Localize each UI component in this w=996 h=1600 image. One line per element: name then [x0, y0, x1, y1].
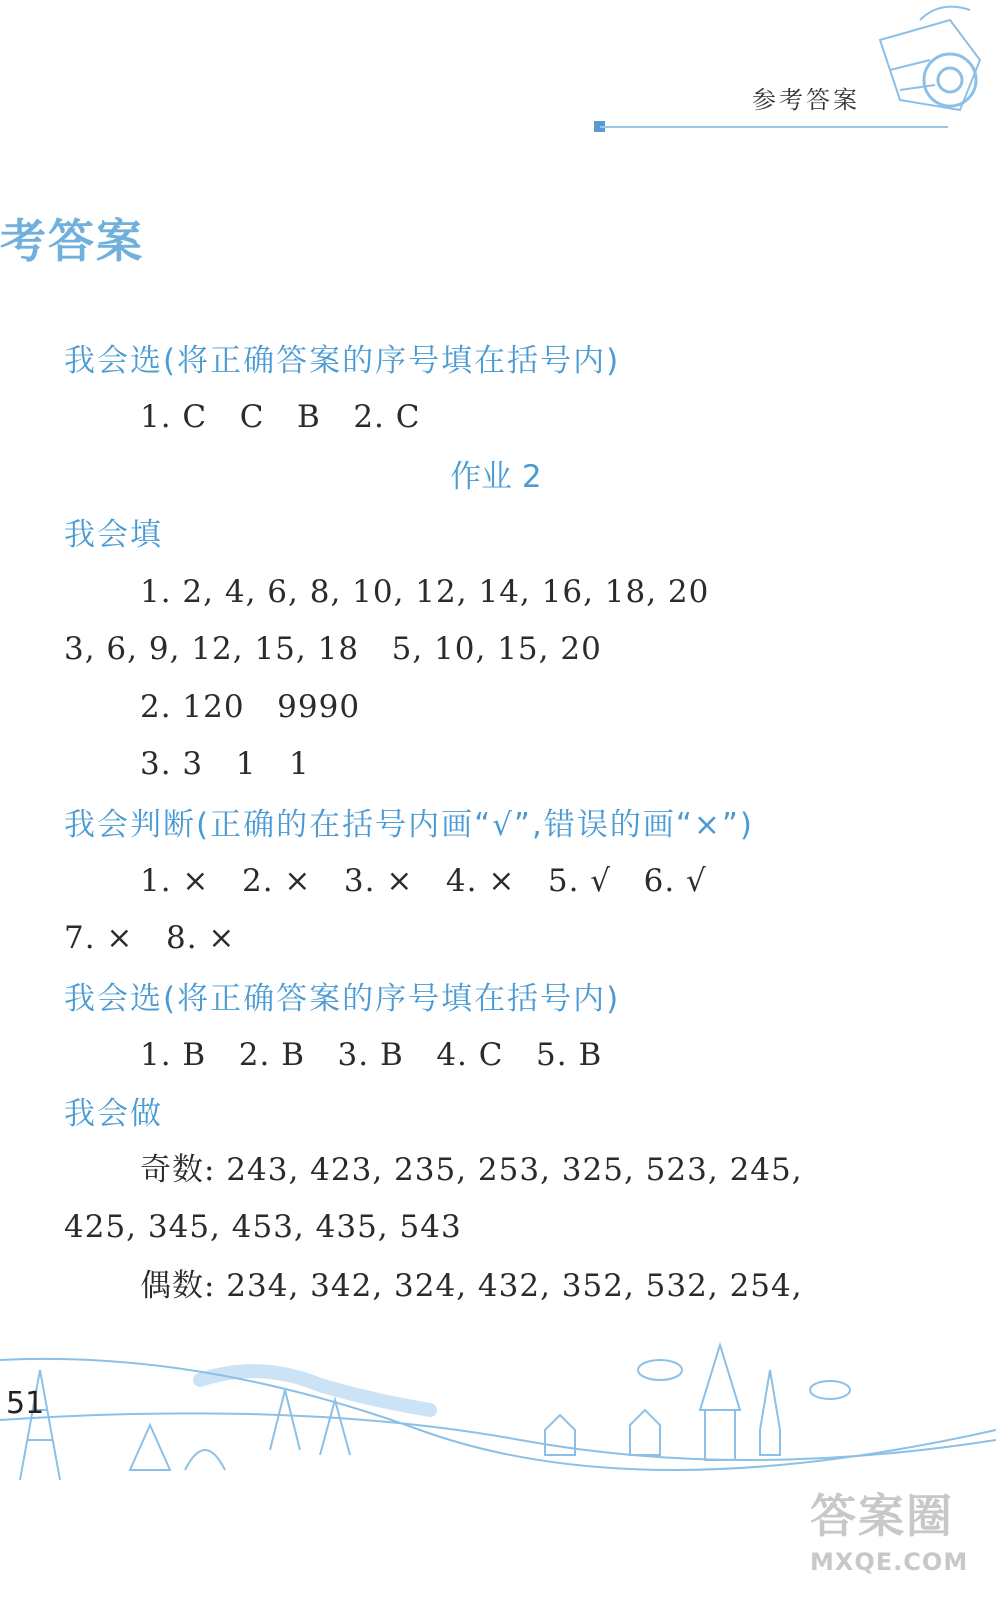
section-heading: 我会填: [64, 517, 163, 553]
answer-line: 7. × 8. ×: [64, 920, 236, 956]
section-heading: 我会判断(正确的在括号内画“√”,错误的画“×”): [64, 807, 755, 843]
answer-line: 1. B 2. B 3. B 4. C 5. B: [140, 1037, 603, 1073]
header-rule: [600, 126, 948, 128]
homework-heading: 作业 2: [450, 459, 542, 495]
answer-line: 1. 2, 4, 6, 8, 10, 12, 14, 16, 18, 20: [140, 574, 710, 610]
header-label: 参考答案: [752, 86, 860, 114]
page-number: 51: [6, 1386, 45, 1421]
answer-line: 奇数: 243, 423, 235, 253, 325, 523, 245,: [140, 1152, 803, 1188]
answer-line: 1. C C B 2. C: [140, 399, 421, 435]
watermark-url: MXQE.COM: [810, 1548, 969, 1576]
landscape-illustration: [0, 1330, 996, 1490]
section-heading: 我会做: [64, 1096, 163, 1132]
answer-line: 3. 3 1 1: [140, 746, 310, 782]
answer-line: 425, 345, 453, 435, 543: [64, 1209, 462, 1245]
answer-line: 3, 6, 9, 12, 15, 18 5, 10, 15, 20: [64, 631, 602, 667]
answer-line: 2. 120 9990: [140, 689, 361, 725]
watermark-logo: 答案圈: [810, 1489, 954, 1543]
corner-decoration-icon: [860, 0, 996, 160]
section-heading: 我会选(将正确答案的序号填在括号内): [64, 343, 621, 379]
watermark: [810, 1480, 968, 1576]
page-title: 考答案: [0, 214, 144, 268]
section-heading: 我会选(将正确答案的序号填在括号内): [64, 981, 621, 1017]
answer-line: 1. × 2. × 3. × 4. × 5. √ 6. √: [140, 863, 707, 899]
answer-line: 偶数: 234, 342, 324, 432, 352, 532, 254,: [140, 1268, 803, 1304]
